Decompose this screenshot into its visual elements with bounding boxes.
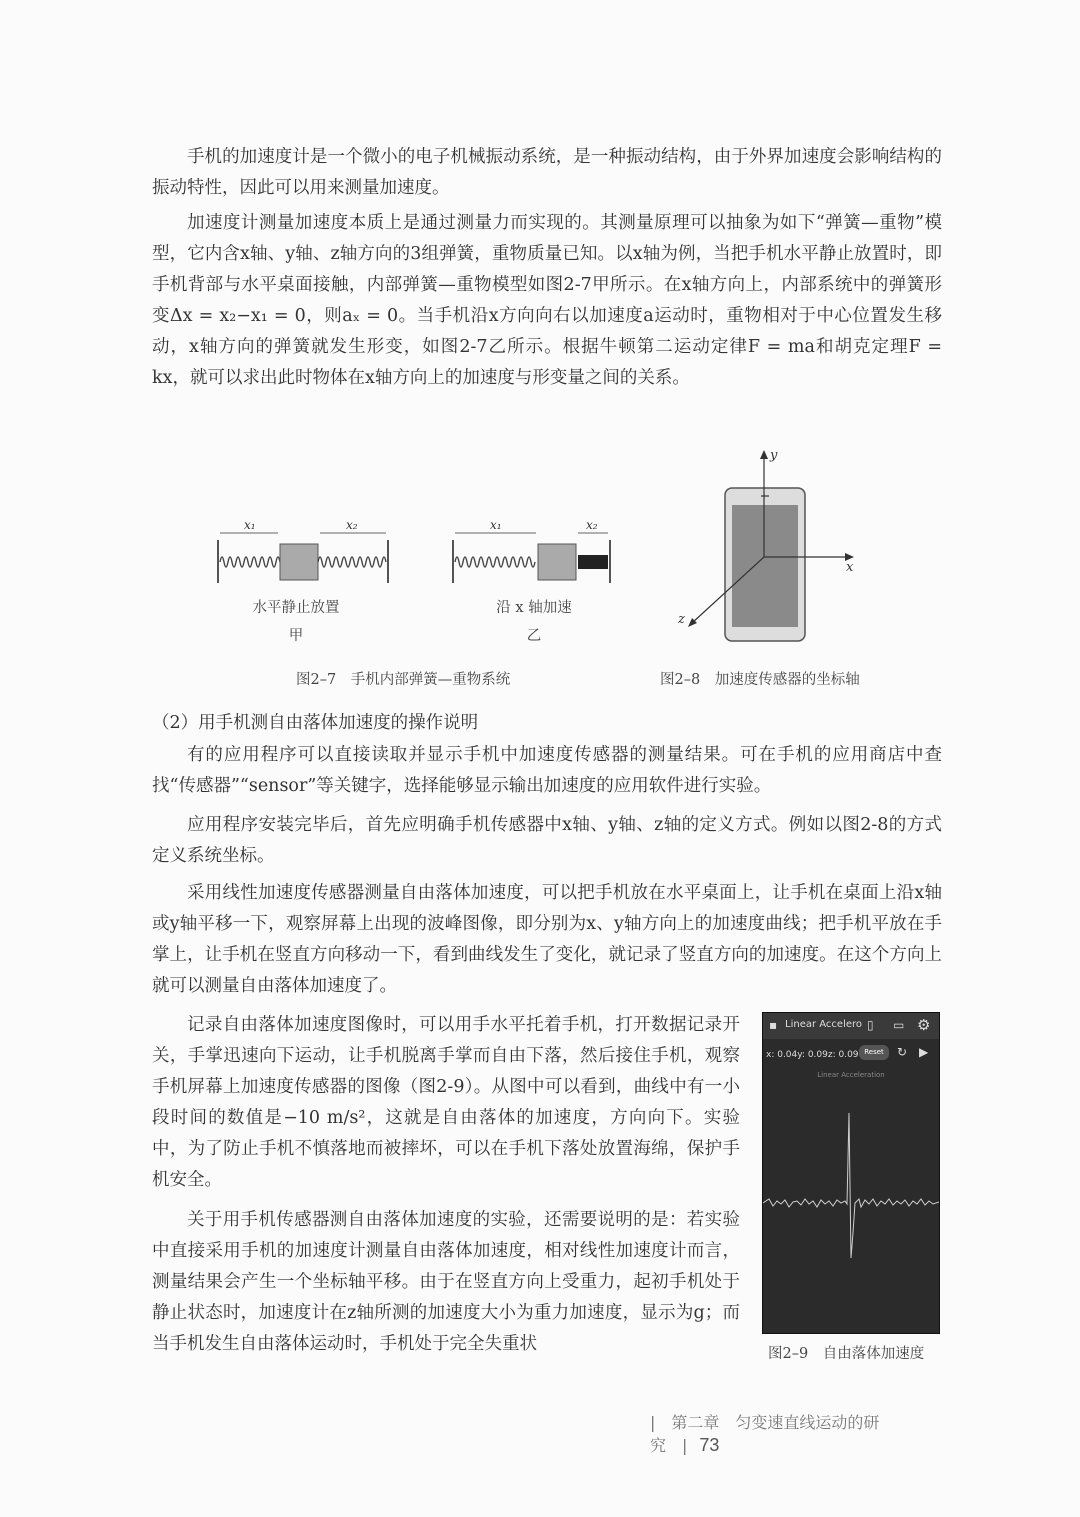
caption-fig-2-9: 图2–9 自由落体加速度	[768, 1346, 925, 1362]
label-accelerating: 沿 x 轴加速	[496, 600, 572, 616]
figure-2-8	[660, 445, 880, 650]
spring-diagram-b	[453, 518, 610, 583]
chapter-title: | 第二章 匀变速直线运动的研究 |	[650, 1413, 880, 1455]
sublabel-jia: 甲	[288, 628, 304, 644]
paragraph-apps: 有的应用程序可以直接读取并显示手机中加速度传感器的测量结果。可在手机的应用商店中查找“传感器”“sensor”等关键字，选择能够显示输出加速度的应用软件进行实验。	[152, 745, 942, 796]
paragraph-model: 加速度计测量加速度本质上是通过测量力而实现的。其测量原理可以抽象为如下“弹簧—重物”模型，它内含x轴、y轴、z轴方向的3组弹簧，重物质量已知。以x轴为例，当把手机水平静止放置时，即手机背部与水平桌面接触，内部弹簧—重物模型如图2-7甲所示。在x轴方向上，内部系统中的弹簧形变Δx = x₂−x₁ = 0，则aₓ = 0。当手机沿x方向向右以加速度a运动时，重物相对于中心位置发生移动，x轴方向的弹簧就发生形变，如图2-7乙所示。根据牛顿第二运动定律F = ma和胡克定理F = kx，就可以求出此时物体在x轴方向上的加速度与形变量之间的关系。	[152, 213, 942, 388]
section-heading: （2）用手机测自由落体加速度的操作说明	[152, 713, 479, 733]
refresh-icon: ↻	[897, 1045, 908, 1059]
figure-2-7	[200, 515, 620, 595]
phone-icon: ▯	[867, 1018, 874, 1032]
paragraph-note: 关于用手机传感器测自由落体加速度的实验，还需要说明的是：若实验中直接采用手机的加速度计测量自由落体加速度，相对线性加速度计而言，测量结果会产生一个坐标轴平移。由于在竖直方向上受重力，起初手机处于静止状态时，加速度计在z轴所测的加速度大小为重力加速度，显示为g；而当手机发生自由落体运动时，手机处于完全失重状	[152, 1210, 740, 1354]
label-x1-a: x₁	[244, 518, 256, 532]
plot-title: Linear Acceleration	[817, 1071, 885, 1079]
phone-screen	[732, 505, 798, 627]
reset-button: Reset	[859, 1045, 889, 1060]
sublabel-yi: 乙	[526, 628, 542, 644]
label-x2-a: x₂	[346, 518, 358, 532]
menu-icon: ▪	[769, 1018, 778, 1032]
paragraph-intro: 手机的加速度计是一个微小的电子机械振动系统，是一种振动结构，由于外界加速度会影响结构的振动特性，因此可以用来测量加速度。	[152, 147, 942, 198]
axis-label-y: y	[770, 448, 778, 463]
figure-2-9-phone-screenshot	[762, 1012, 940, 1334]
paragraph-axes: 应用程序安装完毕后，首先应明确手机传感器中x轴、y轴、z轴的定义方式。例如以图2-8的方式定义系统坐标。	[152, 815, 942, 866]
spring-diagram-a	[218, 518, 388, 583]
paragraph-recording: 记录自由落体加速度图像时，可以用手水平托着手机，打开数据记录开关，手掌迅速向下运动，让手机脱离手掌而自由下落，然后接住手机，观察手机屏幕上加速度传感器的图像（图2-9）。从图中可以看到，曲线中有一小段时间的数值是−10 m/s²，这就是自由落体的加速度，方向向下。实验中，为了防止手机不慎落地而被摔坏，可以在手机下落处放置海绵，保护手机安全。	[152, 1015, 740, 1190]
axis-label-z: z	[678, 612, 685, 627]
screenshot-icon: ▭	[893, 1018, 905, 1032]
compressed-spring-b	[578, 555, 608, 569]
axis-label-x: x	[846, 560, 854, 575]
gear-icon: ⚙	[917, 1016, 931, 1034]
caption-fig-2-7: 图2–7 手机内部弹簧—重物系统	[296, 672, 511, 688]
paragraph-linear-sensor: 采用线性加速度传感器测量自由落体加速度，可以把手机放在水平桌面上，让手机在桌面上沿x轴或y轴平移一下，观察屏幕上出现的波峰图像，即分别为x、y轴方向上的加速度曲线；把手机平放在手掌上，让手机在竖直方向移动一下，看到曲线发生了变化，就记录了竖直方向的加速度。在这个方向上就可以测量自由落体加速度了。	[152, 883, 942, 996]
page-number: 73	[699, 1435, 720, 1455]
play-icon: ▶	[919, 1045, 929, 1059]
label-stationary: 水平静止放置	[252, 600, 340, 616]
label-x2-b: x₂	[586, 518, 598, 532]
acceleration-plot	[763, 1083, 939, 1333]
acceleration-trace	[763, 1113, 939, 1258]
mass-block-b	[538, 544, 576, 580]
page-footer	[650, 1410, 940, 1456]
caption-fig-2-8: 图2–8 加速度传感器的坐标轴	[660, 672, 860, 688]
label-x1-b: x₁	[490, 518, 502, 532]
axis-readout: x: 0.04y: 0.09z: 0.09	[766, 1050, 859, 1060]
app-title: Linear Accelero	[785, 1019, 863, 1030]
mass-block-a	[280, 544, 318, 580]
